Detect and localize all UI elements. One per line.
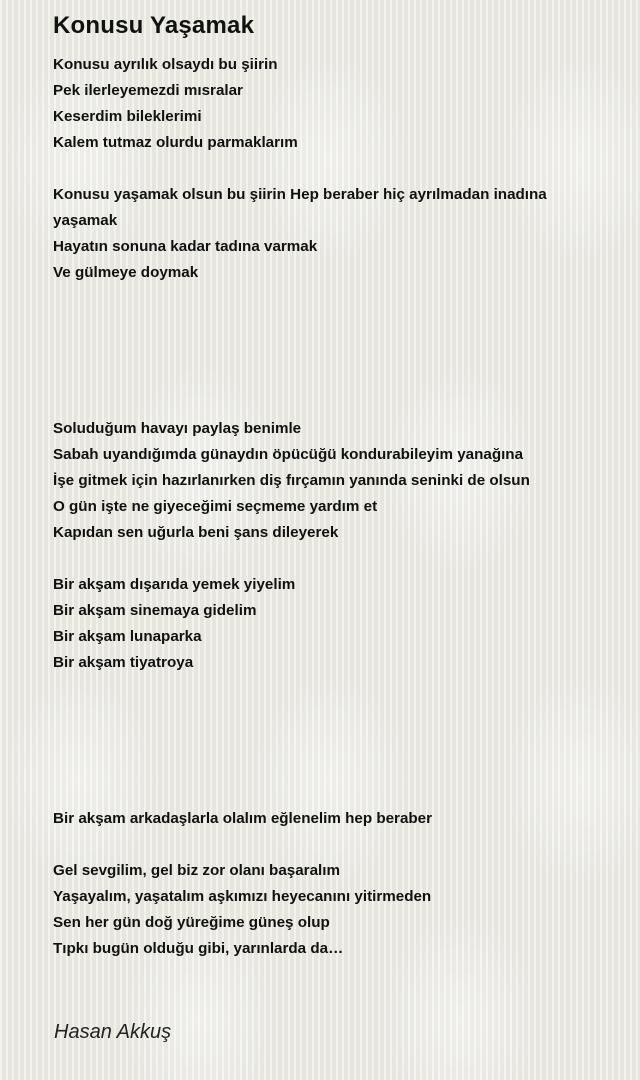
poem-line: Pek ilerleyemezdi mısralar [53, 82, 243, 99]
poem-line: yaşamak [53, 212, 118, 229]
stanza-spacer [53, 156, 593, 182]
stanza-spacer [53, 546, 593, 572]
poem-author: Hasan Akkuş [54, 1021, 172, 1043]
stanza-4 [53, 572, 593, 676]
poem-line: Bir akşam tiyatroya [53, 654, 194, 671]
stanza-6 [53, 858, 593, 962]
poem-title: Konusu Yaşamak [53, 12, 255, 39]
poem-line: Bir akşam dışarıda yemek yiyelim [53, 576, 296, 593]
stanza-1 [53, 52, 593, 156]
stanza-spacer [53, 286, 593, 416]
poem-line: Konusu ayrılık olsaydı bu şiirin [53, 56, 278, 73]
poem-line: Bir akşam sinemaya gidelim [53, 602, 257, 619]
poem-line: Sen her gün doğ yüreğime güneş olup [53, 914, 330, 931]
poem-line: Kapıdan sen uğurla beni şans dileyerek [53, 524, 339, 541]
stanza-5 [53, 806, 593, 832]
poem-line: Kalem tutmaz olurdu parmaklarım [53, 134, 298, 151]
poem-line: Soluduğum havayı paylaş benimle [53, 420, 302, 437]
poem-line: Tıpkı bugün olduğu gibi, yarınlarda da… [53, 940, 344, 957]
poem-line: Keserdim bileklerimi [53, 108, 202, 125]
poem-line: Hayatın sonuna kadar tadına varmak [53, 238, 318, 255]
poem-line: İşe gitmek için hazırlanırken diş fırçamın yanında seninki de olsun [53, 472, 530, 489]
poem-line: Bir akşam lunaparka [53, 628, 202, 645]
stanza-spacer [53, 832, 593, 858]
poem-body [53, 52, 593, 962]
poem-line: Ve gülmeye doymak [53, 264, 199, 281]
stanza-2 [53, 182, 593, 286]
poem-line: Sabah uyandığımda günaydın öpücüğü kondurabileyim yanağına [53, 446, 524, 463]
stanza-3 [53, 416, 593, 546]
poem-line: Konusu yaşamak olsun bu şiirin Hep beraber hiç ayrılmadan inadına [53, 186, 547, 203]
stanza-spacer [53, 676, 593, 806]
poem-line: O gün işte ne giyeceğimi seçmeme yardım et [53, 498, 378, 515]
poem-line: Bir akşam arkadaşlarla olalım eğlenelim hep beraber [53, 810, 433, 827]
poem-line: Yaşayalım, yaşatalım aşkımızı heyecanını yitirmeden [53, 888, 432, 905]
poem-line: Gel sevgilim, gel biz zor olanı başaralım [53, 862, 340, 879]
